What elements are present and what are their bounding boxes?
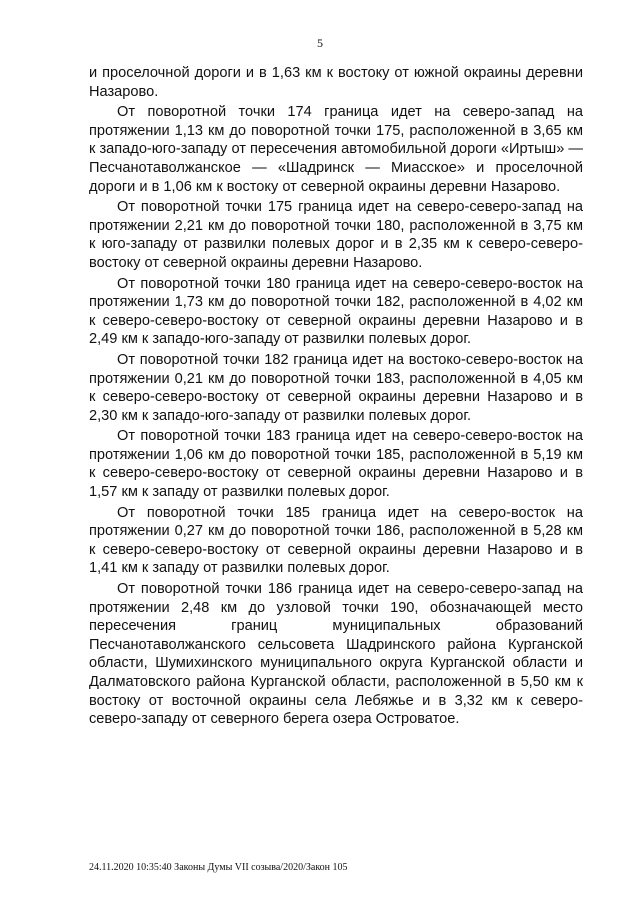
paragraph: От поворотной точки 185 граница идет на северо-восток на протяжении 0,27 км до поворотной точки 186, расположенной в 5,28 км к северо-северо-востоку от северной окраины деревни Назарово и в 1,41 км к западу от развилки полевых дорог. [89,504,583,577]
paragraph: и проселочной дороги и в 1,63 км к востоку от южной окраины деревни Назарово. [89,65,583,100]
paragraph: От поворотной точки 183 граница идет на северо-северо-восток на протяжении 1,06 км до поворотной точки 185, расположенной в 5,19 км к северо-северо-востоку от северной окраины деревни Назарово и в 1,57 км к западу от развилки полевых дорог. [89,428,583,501]
footer-stamp: 24.11.2020 10:35:40 Законы Думы VII созыва/2020/Закон 105 [89,862,348,873]
document-body [89,64,583,731]
paragraph: От поворотной точки 186 граница идет на северо-северо-запад на протяжении 2,48 км до узловой точки 190, обозначающей место пересечения границ муниципальных образований Песчанотаволжанского сельсовета Шадринского района Курганской области, Шумихинского муниципального округа Курганской области и Далматовского района Курганской области, расположенной в 5,50 км к востоку от восточной окраины села Лебяжье и в 3,32 км к северо-северо-западу от северного берега озера Островатое. [89,581,583,728]
paragraph: От поворотной точки 174 граница идет на северо-запад на протяжении 1,13 км до поворотной точки 175, расположенной в 3,65 км к западо-юго-западу от пересечения автомобильной дороги «Иртыш» — Песчанотаволжанское — «Шадринск — Миасское» и проселочной дороги и в 1,06 км к востоку от северной окраины деревни Назарово. [89,104,583,195]
paragraph: От поворотной точки 175 граница идет на северо-северо-запад на протяжении 2,21 км до поворотной точки 180, расположенной в 3,75 км к юго-западу от развилки полевых дорог и в 2,35 км к северо-северо-востоку от северной окраины деревни Назарово. [89,199,583,271]
paragraph: От поворотной точки 182 граница идет на востоко-северо-восток на протяжении 0,21 км до поворотной точки 183, расположенной в 4,05 км к северо-северо-востоку от северной окраины деревни Назарово и в 2,30 км к западо-юго-западу от развилки полевых дорог. [89,351,583,424]
paragraph: От поворотной точки 180 граница идет на северо-северо-восток на протяжении 1,73 км до поворотной точки 182, расположенной в 4,02 км к северо-северо-востоку от северной окраины деревни Назарово и в 2,49 км к западо-юго-западу от развилки полевых дорог. [89,275,583,348]
page-number: 5 [317,36,323,50]
